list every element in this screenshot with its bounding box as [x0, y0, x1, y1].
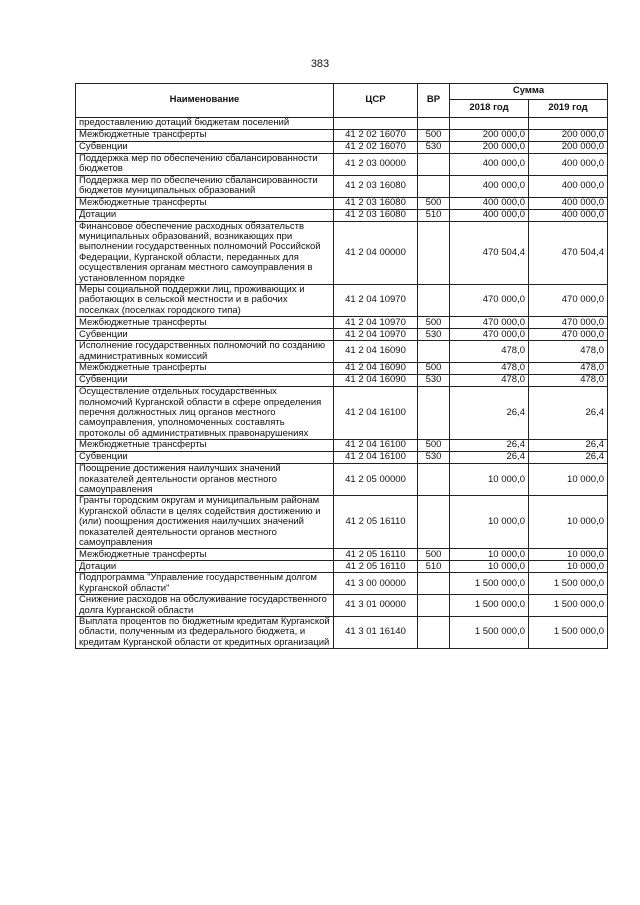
table-row [76, 375, 608, 387]
row-name-cell: Межбюджетные трансферты [76, 130, 334, 142]
row-csr-cell: 41 2 04 16100 [334, 452, 418, 464]
row-name-cell: предоставлению дотаций бюджетам поселений [76, 118, 334, 130]
row-2019-cell: 470 000,0 [529, 285, 608, 317]
header-year-2018: 2018 год [450, 100, 529, 118]
row-2019-cell: 200 000,0 [529, 130, 608, 142]
row-name-cell: Исполнение государственных полномочий по созданию административных комиссий [76, 341, 334, 363]
row-2019-cell: 10 000,0 [529, 496, 608, 549]
row-2019-cell: 478,0 [529, 341, 608, 363]
row-2019-cell: 400 000,0 [529, 175, 608, 197]
header-vr: ВР [418, 84, 450, 118]
row-name-cell: Межбюджетные трансферты [76, 317, 334, 329]
row-2018-cell: 470 000,0 [450, 317, 529, 329]
row-csr-cell: 41 3 00 00000 [334, 573, 418, 595]
row-csr-cell: 41 2 03 00000 [334, 154, 418, 176]
table-row [76, 317, 608, 329]
row-csr-cell: 41 2 04 10970 [334, 317, 418, 329]
row-2018-cell: 10 000,0 [450, 496, 529, 549]
row-vr-cell: 500 [418, 363, 450, 375]
row-csr-cell: 41 2 03 16080 [334, 209, 418, 221]
row-vr-cell: 510 [418, 561, 450, 573]
row-csr-cell: 41 2 04 16090 [334, 363, 418, 375]
row-vr-cell [418, 175, 450, 197]
row-csr-cell: 41 2 04 16100 [334, 387, 418, 440]
row-2019-cell: 26,4 [529, 387, 608, 440]
row-2018-cell: 478,0 [450, 341, 529, 363]
row-vr-cell [418, 154, 450, 176]
row-name-cell: Осуществление отдельных государственных полномочий Курганской области в сфере определения перечня должностных лиц органов местного самоуправления, уполномоченных составлять протоколы об административных правонарушениях [76, 387, 334, 440]
row-name-cell: Снижение расходов на обслуживание государственного долга Курганской области [76, 595, 334, 617]
row-2018-cell: 400 000,0 [450, 197, 529, 209]
row-2018-cell: 470 504,4 [450, 221, 529, 284]
table-row [76, 154, 608, 176]
row-vr-cell [418, 496, 450, 549]
row-2018-cell: 26,4 [450, 452, 529, 464]
row-vr-cell [418, 341, 450, 363]
row-2018-cell: 26,4 [450, 440, 529, 452]
row-2019-cell: 1 500 000,0 [529, 617, 608, 649]
row-name-cell: Межбюджетные трансферты [76, 363, 334, 375]
page-number: 383 [310, 58, 330, 70]
row-vr-cell [418, 387, 450, 440]
row-2018-cell: 200 000,0 [450, 142, 529, 154]
row-vr-cell: 530 [418, 329, 450, 341]
row-2018-cell: 200 000,0 [450, 130, 529, 142]
row-2019-cell: 470 000,0 [529, 317, 608, 329]
row-csr-cell: 41 3 01 16140 [334, 617, 418, 649]
row-vr-cell [418, 573, 450, 595]
row-2019-cell: 10 000,0 [529, 464, 608, 496]
table-row [76, 118, 608, 130]
table-body [76, 118, 608, 649]
row-vr-cell: 500 [418, 440, 450, 452]
row-2019-cell: 1 500 000,0 [529, 573, 608, 595]
header-csr: ЦСР [334, 84, 418, 118]
row-name-cell: Поощрение достижения наилучших значений показателей деятельности органов местного самоуправления [76, 464, 334, 496]
row-2019-cell: 400 000,0 [529, 154, 608, 176]
row-csr-cell: 41 2 04 00000 [334, 221, 418, 284]
row-csr-cell: 41 2 05 00000 [334, 464, 418, 496]
row-2018-cell [450, 118, 529, 130]
row-name-cell: Выплата процентов по бюджетным кредитам Курганской области, полученным из федерального бюджета, и кредитам Курганской области от кредитных организаций [76, 617, 334, 649]
row-2019-cell: 1 500 000,0 [529, 595, 608, 617]
row-2018-cell: 10 000,0 [450, 561, 529, 573]
table-row [76, 285, 608, 317]
row-csr-cell: 41 2 04 16090 [334, 375, 418, 387]
row-csr-cell: 41 2 03 16080 [334, 175, 418, 197]
row-vr-cell [418, 617, 450, 649]
table-row [76, 175, 608, 197]
row-2019-cell: 470 504,4 [529, 221, 608, 284]
row-2019-cell: 400 000,0 [529, 197, 608, 209]
row-name-cell: Меры социальной поддержки лиц, проживающих и работающих в сельской местности и в рабочих поселках (поселках городского типа) [76, 285, 334, 317]
row-vr-cell [418, 221, 450, 284]
row-csr-cell [334, 118, 418, 130]
row-2019-cell: 200 000,0 [529, 142, 608, 154]
row-csr-cell: 41 3 01 00000 [334, 595, 418, 617]
row-csr-cell: 41 2 02 16070 [334, 130, 418, 142]
row-csr-cell: 41 2 04 10970 [334, 285, 418, 317]
row-name-cell: Субвенции [76, 375, 334, 387]
row-vr-cell: 500 [418, 549, 450, 561]
row-name-cell: Межбюджетные трансферты [76, 197, 334, 209]
row-csr-cell: 41 2 05 16110 [334, 561, 418, 573]
table-row [76, 130, 608, 142]
row-2018-cell: 400 000,0 [450, 209, 529, 221]
table-row [76, 496, 608, 549]
row-name-cell: Субвенции [76, 329, 334, 341]
row-vr-cell: 510 [418, 209, 450, 221]
row-2018-cell: 26,4 [450, 387, 529, 440]
row-2018-cell: 1 500 000,0 [450, 595, 529, 617]
row-2019-cell: 478,0 [529, 375, 608, 387]
row-vr-cell: 500 [418, 130, 450, 142]
row-2019-cell: 470 000,0 [529, 329, 608, 341]
row-name-cell: Финансовое обеспечение расходных обязательств муниципальных образований, возникающих при выполнении государственных полномочий Российской Федерации, Курганской области, переданных для осуществления органам местного самоуправления в установленном порядке [76, 221, 334, 284]
row-vr-cell [418, 464, 450, 496]
row-name-cell: Гранты городским округам и муниципальным районам Курганской области в целях содействия достижению и (или) поощрения достижения наилучших значений показателей деятельности органов местного самоуправления [76, 496, 334, 549]
table-row [76, 209, 608, 221]
table-row [76, 549, 608, 561]
table-row [76, 363, 608, 375]
budget-table [75, 83, 608, 649]
row-csr-cell: 41 2 04 16100 [334, 440, 418, 452]
table-row [76, 221, 608, 284]
row-2019-cell: 478,0 [529, 363, 608, 375]
row-vr-cell [418, 595, 450, 617]
row-2018-cell: 478,0 [450, 375, 529, 387]
table-row [76, 142, 608, 154]
row-name-cell: Субвенции [76, 452, 334, 464]
row-vr-cell [418, 118, 450, 130]
row-vr-cell: 500 [418, 317, 450, 329]
row-name-cell: Субвенции [76, 142, 334, 154]
row-vr-cell [418, 285, 450, 317]
table-row [76, 341, 608, 363]
table-row [76, 329, 608, 341]
row-csr-cell: 41 2 02 16070 [334, 142, 418, 154]
table-row [76, 617, 608, 649]
row-name-cell: Межбюджетные трансферты [76, 549, 334, 561]
row-2018-cell: 400 000,0 [450, 154, 529, 176]
row-vr-cell: 500 [418, 197, 450, 209]
table-row [76, 464, 608, 496]
header-name: Наименование [76, 84, 334, 118]
row-csr-cell: 41 2 03 16080 [334, 197, 418, 209]
row-2019-cell: 26,4 [529, 452, 608, 464]
row-name-cell: Дотации [76, 209, 334, 221]
table-row [76, 452, 608, 464]
row-2018-cell: 1 500 000,0 [450, 573, 529, 595]
table-row [76, 197, 608, 209]
row-vr-cell: 530 [418, 452, 450, 464]
row-2018-cell: 10 000,0 [450, 464, 529, 496]
row-2018-cell: 10 000,0 [450, 549, 529, 561]
table-row [76, 595, 608, 617]
table-header [76, 84, 608, 118]
row-name-cell: Поддержка мер по обеспечению сбалансированности бюджетов муниципальных образований [76, 175, 334, 197]
row-2018-cell: 400 000,0 [450, 175, 529, 197]
row-vr-cell: 530 [418, 142, 450, 154]
table-row [76, 561, 608, 573]
row-2019-cell [529, 118, 608, 130]
row-2019-cell: 400 000,0 [529, 209, 608, 221]
row-csr-cell: 41 2 04 16090 [334, 341, 418, 363]
row-name-cell: Подпрограмма "Управление государственным долгом Курганской области" [76, 573, 334, 595]
row-2019-cell: 26,4 [529, 440, 608, 452]
row-name-cell: Поддержка мер по обеспечению сбалансированности бюджетов [76, 154, 334, 176]
row-2018-cell: 478,0 [450, 363, 529, 375]
row-name-cell: Межбюджетные трансферты [76, 440, 334, 452]
table-row [76, 387, 608, 440]
row-2019-cell: 10 000,0 [529, 561, 608, 573]
row-2018-cell: 470 000,0 [450, 329, 529, 341]
row-2019-cell: 10 000,0 [529, 549, 608, 561]
table-row [76, 440, 608, 452]
row-csr-cell: 41 2 04 10970 [334, 329, 418, 341]
row-2018-cell: 1 500 000,0 [450, 617, 529, 649]
header-sum: Сумма [450, 84, 608, 100]
row-vr-cell: 530 [418, 375, 450, 387]
table-row [76, 573, 608, 595]
row-csr-cell: 41 2 05 16110 [334, 549, 418, 561]
header-year-2019: 2019 год [529, 100, 608, 118]
row-2018-cell: 470 000,0 [450, 285, 529, 317]
row-name-cell: Дотации [76, 561, 334, 573]
row-csr-cell: 41 2 05 16110 [334, 496, 418, 549]
